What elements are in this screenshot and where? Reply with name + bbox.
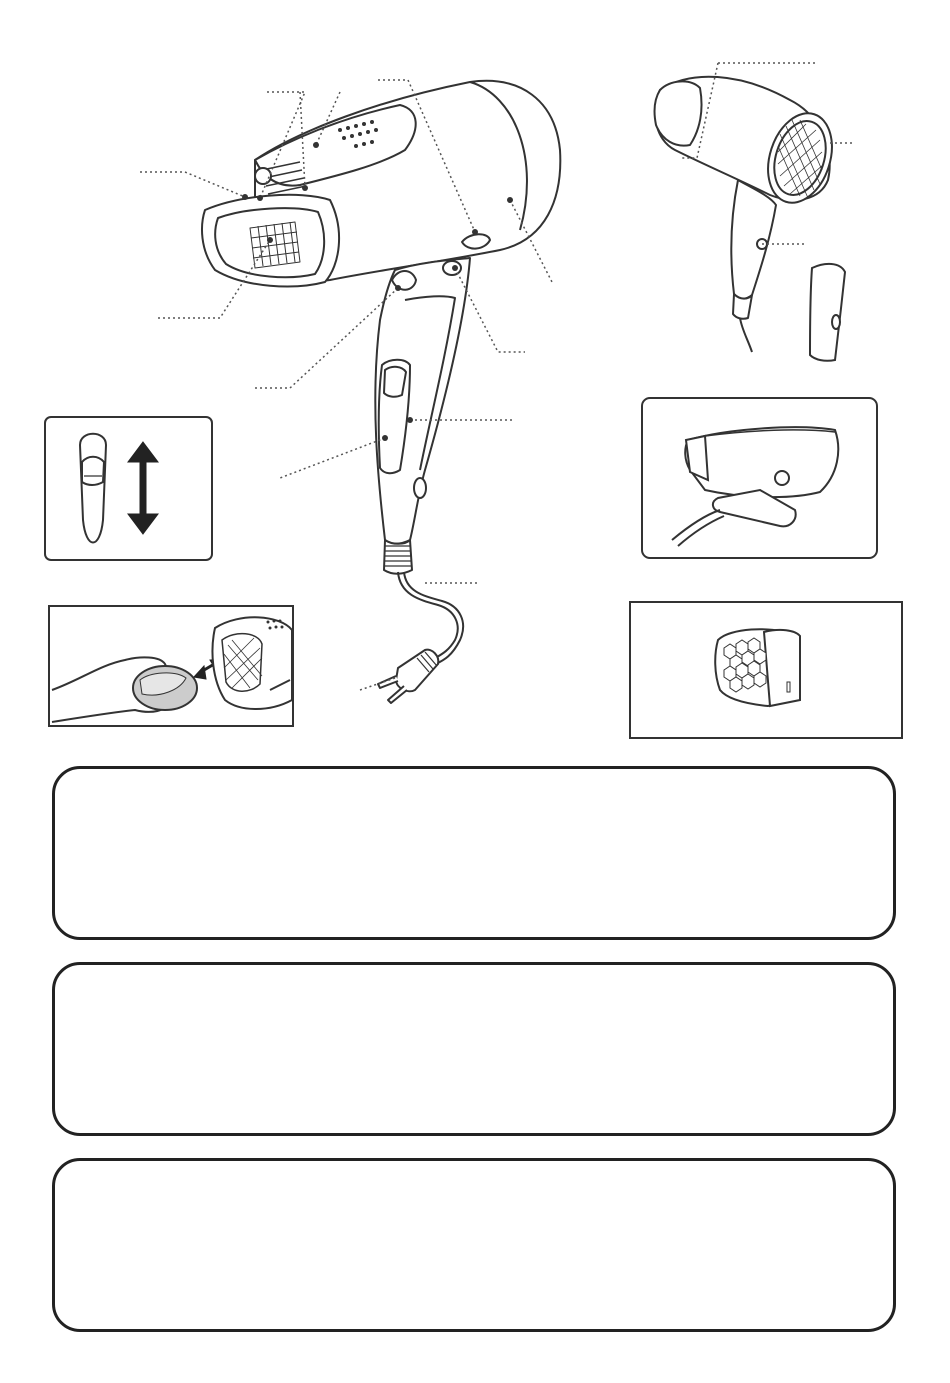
switch-knob	[82, 457, 104, 485]
switch-slide-figure	[45, 417, 212, 560]
power-switch-knob	[384, 367, 406, 397]
plug-prong-2	[388, 686, 407, 703]
ion-outlet	[255, 168, 271, 184]
filter-side	[764, 630, 800, 706]
folded-dryer-figure	[642, 398, 877, 558]
filter-tab	[787, 682, 790, 692]
folded-hinge	[775, 471, 789, 485]
folded-dryer-body	[685, 427, 838, 497]
rear-dryer-nozzle	[655, 81, 702, 145]
hang-loop-detail	[810, 264, 845, 361]
hang-loop-handle	[810, 264, 845, 361]
filter-removal-figure	[49, 606, 293, 726]
description-box-2	[52, 962, 896, 1136]
power-cord	[398, 572, 458, 660]
filter-figure	[630, 602, 902, 738]
cord-strain-relief	[384, 540, 412, 574]
power-plug	[396, 650, 438, 692]
description-box-1	[52, 766, 896, 940]
switch-illustration	[80, 434, 106, 543]
dryer-rear-grille	[222, 634, 262, 692]
plug-prong-1	[378, 676, 398, 688]
description-box-3	[52, 1158, 896, 1332]
hang-loop	[832, 315, 840, 329]
switch-slide-frame	[45, 417, 212, 560]
filter-honeycomb	[724, 638, 766, 692]
rear-dryer-handle	[731, 180, 776, 299]
rear-cord	[740, 318, 752, 352]
handle-knob	[414, 478, 426, 498]
rear-cord-relief	[733, 294, 752, 319]
